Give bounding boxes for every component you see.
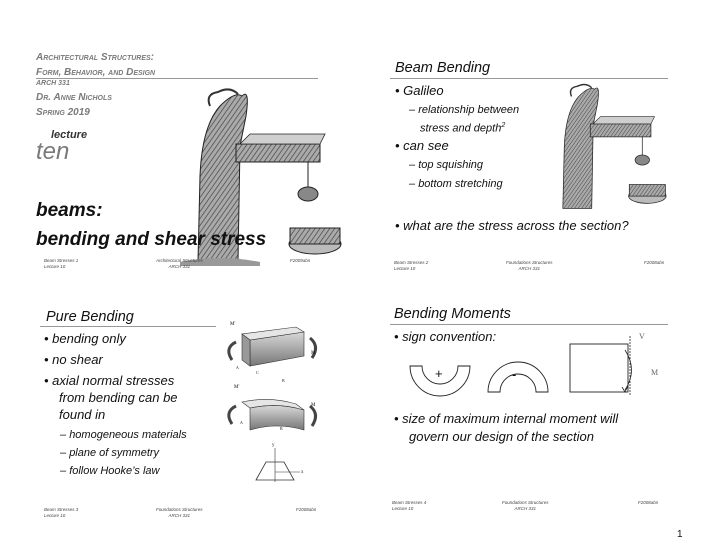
fig-label-m-prime-2: M' (234, 385, 240, 390)
course-code: ARCH 331 (36, 80, 70, 87)
slide1-header-rule (36, 78, 318, 79)
page-number: 1 (677, 529, 683, 540)
slide3-title: Pure Bending (46, 309, 134, 325)
galileo-beam-illustration-small (540, 82, 668, 212)
slide3-footer-left: Beam Stresses 3 Lecture 10 (44, 507, 79, 518)
slide3-bullet-2: • no shear (44, 352, 103, 367)
fig-label-a-1: A (236, 365, 239, 370)
slide2-title-rule (390, 78, 668, 79)
slide1-title-line1: beams: (36, 200, 103, 221)
fig-label-c: C (256, 370, 259, 375)
slide3-sub-3: – follow Hooke’s law (60, 465, 160, 477)
shear-label: V (639, 332, 645, 341)
slide1-footer-center: Architectural Structures ARCH 331 (156, 258, 203, 269)
fig-label-m-prime-1: M' (230, 322, 236, 327)
slide4-title-rule (390, 324, 668, 325)
course-title-line1: Architectural Structures: (36, 52, 154, 63)
slide3-sub-1: – homogeneous materials (60, 429, 187, 441)
slide2-footer-right: F2008abn (644, 260, 665, 265)
lecture-word: lecture (51, 129, 88, 141)
slide3-bullet-3-cont1: from bending can be (59, 390, 178, 405)
slide2-sub-4: – bottom stretching (409, 178, 503, 190)
fig-label-y: y (272, 443, 275, 448)
slide1-footer-right: F2009abn (290, 258, 311, 263)
slide2-sub-1: – relationship between (409, 104, 520, 116)
slide1-footer-left: Beam Stresses 1 Lecture 10 (44, 258, 79, 269)
slide3-bullet-1: • bending only (44, 331, 126, 346)
fig-label-b-1: B (282, 378, 285, 383)
slide3-footer-right: F2008abn (296, 507, 317, 512)
slide2-bullet-question: • what are the stress across the section? (395, 218, 629, 233)
slide4-title: Bending Moments (394, 306, 511, 322)
fig-label-a-2: A (240, 420, 243, 425)
slide4-bullet-maximum-moment-cont: govern our design of the section (409, 429, 595, 444)
slide2-footer-left: Beam Stresses 2 Lecture 10 (394, 260, 429, 271)
slide3-footer-center: Foundations Structures ARCH 331 (156, 507, 203, 518)
negative-sign: - (512, 367, 517, 382)
slide3-title-rule (40, 326, 216, 327)
fig-label-x: x (301, 470, 304, 475)
moment-label: M (651, 368, 659, 377)
slide2-sub-2: stress and depth$^2$ (420, 122, 506, 135)
course-title-line2: Form, Behavior, and Design (36, 67, 156, 78)
slide4-bullet-sign-convention: • sign convention: (394, 329, 497, 344)
slide4-footer-center: Foundations Structures ARCH 331 (502, 500, 549, 511)
fig-label-m-1: M (311, 351, 316, 356)
slide2-footer-center: Foundations Structures ARCH 331 (506, 260, 553, 271)
lecture-number: ten (36, 138, 70, 165)
fig-label-m-2: M (311, 403, 316, 408)
slide4-footer-left: Beam Stresses 4 Lecture 10 (392, 500, 427, 511)
pure-bending-figure (222, 322, 322, 492)
term: Spring 2019 (36, 107, 90, 118)
slide3-bullet-3-cont2: found in (59, 407, 106, 422)
slide4-bullet-maximum-moment: • size of maximum internal moment will (394, 411, 619, 426)
slide1-title-line2: bending and shear stress (36, 229, 267, 250)
slide2-title: Beam Bending (395, 60, 491, 76)
slide4-footer-right: F2008abn (638, 500, 659, 505)
slide2-sub-3: – top squishing (409, 159, 484, 171)
slide3-sub-2: – plane of symmetry (60, 447, 160, 459)
fig-label-b-2: B (280, 426, 283, 431)
positive-sign: + (435, 366, 443, 381)
slide2-bullet-galileo: • Galileo (395, 83, 444, 98)
slide2-bullet-can-see: • can see (395, 138, 449, 153)
slide3-bullet-3: • axial normal stresses (44, 373, 175, 388)
instructor: Dr. Anne Nichols (36, 92, 112, 103)
